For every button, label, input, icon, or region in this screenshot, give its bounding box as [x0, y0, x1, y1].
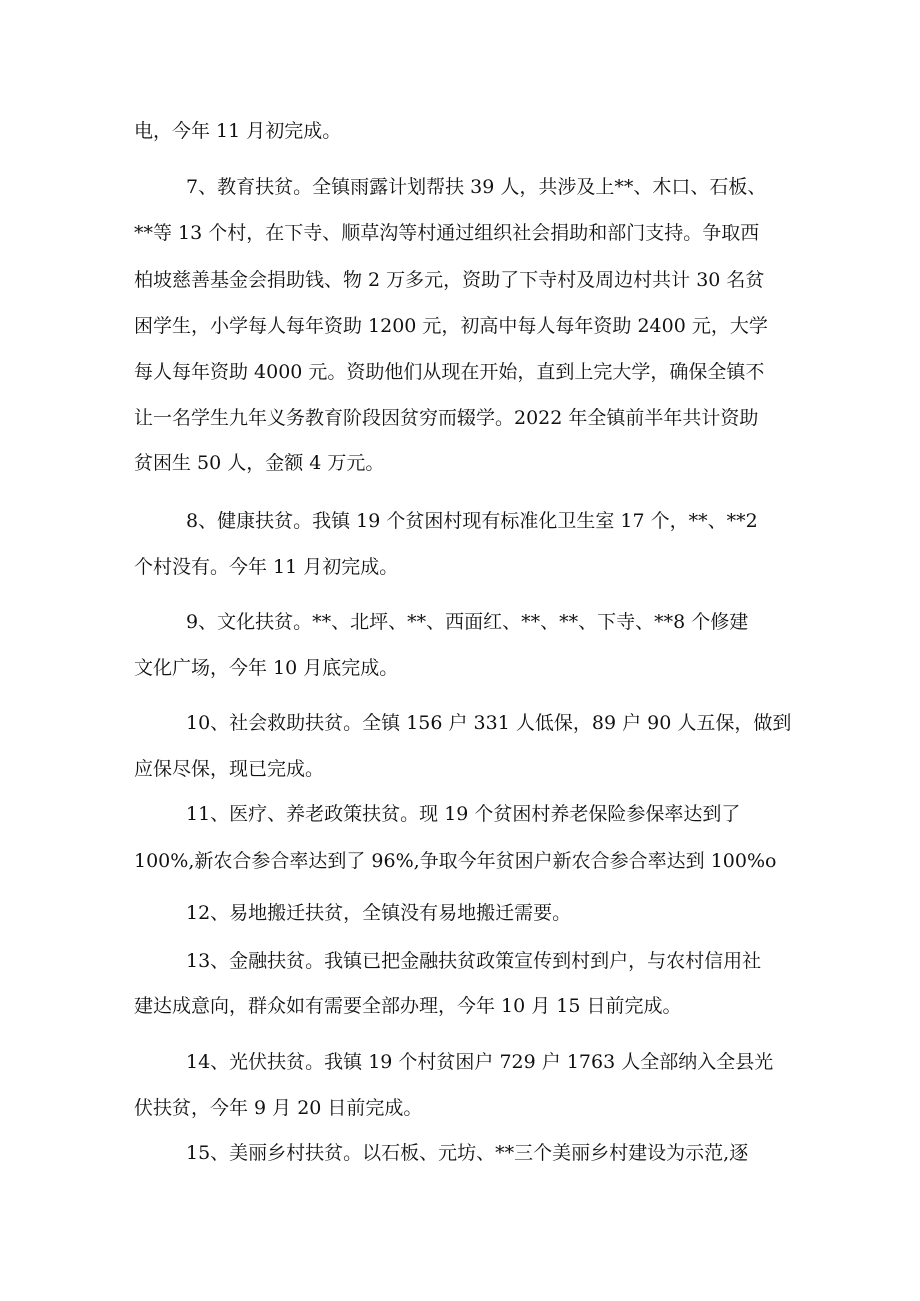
text-line: 9、文化扶贫。**、北坪、**、西面红、**、**、下寺、**8 个修建: [186, 611, 749, 633]
text-line: 14、光伏扶贫。我镇 19 个村贫困户 729 户 1763 人全部纳入全县光: [186, 1051, 774, 1073]
text-line: 每人每年资助 4000 元。资助他们从现在开始，直到上完大学，确保全镇不: [134, 361, 765, 383]
text-line: 应保尽保，现已完成。: [134, 758, 325, 780]
text-line: 15、美丽乡村扶贫。以石板、元坊、**三个美丽乡村建设为示范,逐: [186, 1142, 749, 1164]
text-line: 伏扶贫，今年 9 月 20 日前完成。: [134, 1097, 423, 1119]
text-line: 7、教育扶贫。全镇雨露计划帮扶 39 人，共涉及上**、木口、石板、: [186, 176, 767, 198]
text-line: 10、社会救助扶贫。全镇 156 户 331 人低保，89 户 90 人五保，做到: [186, 712, 792, 734]
text-line: 11、医疗、养老政策扶贫。现 19 个贫困村养老保险参保率达到了: [186, 803, 741, 825]
text-line: **等 13 个村，在下寺、顺草沟等村通过组织社会捐助和部门支持。争取西: [134, 222, 760, 244]
text-line: 建达成意向，群众如有需要全部办理，今年 10 月 15 日前完成。: [134, 995, 682, 1017]
text-line: 贫困生 50 人，金额 4 万元。: [134, 452, 385, 474]
text-line: 13、金融扶贫。我镇已把金融扶贫政策宣传到村到户，与农村信用社: [186, 950, 762, 972]
text-line: 个村没有。今年 11 月初完成。: [134, 556, 399, 578]
text-line: 12、易地搬迁扶贫，全镇没有易地搬迁需要。: [186, 902, 572, 924]
text-line: 让一名学生九年义务教育阶段因贫穷而辍学。2022 年全镇前半年共计资助: [134, 407, 759, 429]
text-line: 电，今年 11 月初完成。: [134, 120, 342, 142]
text-line: 柏坡慈善基金会捐助钱、物 2 万多元，资助了下寺村及周边村共计 30 名贫: [134, 269, 765, 291]
text-line: 文化广场，今年 10 月底完成。: [134, 657, 399, 679]
text-line: 困学生，小学每人每年资助 1200 元，初高中每人每年资助 2400 元，大学: [134, 315, 768, 337]
text-line: 8、健康扶贫。我镇 19 个贫困村现有标准化卫生室 17 个，**、**2: [186, 510, 758, 532]
text-line: 100%,新农合参合率达到了 96%,争取今年贫困户新农合参合率达到 100%o: [134, 850, 777, 872]
